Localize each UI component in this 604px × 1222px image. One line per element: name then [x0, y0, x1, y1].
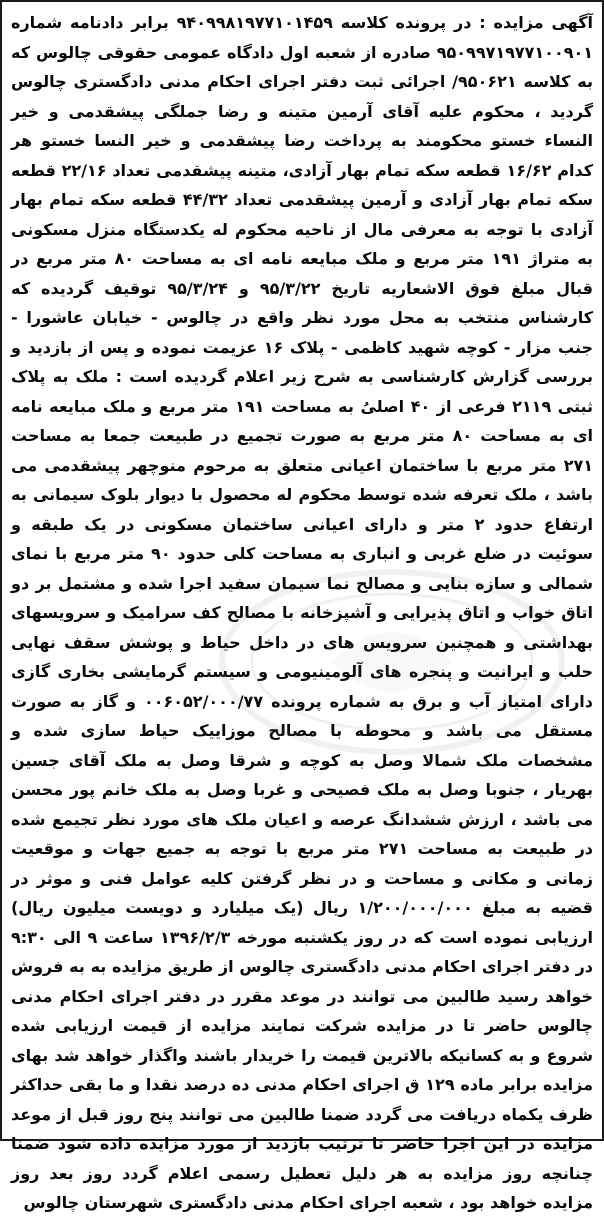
- notice-title: آگهی مزایده: [493, 13, 593, 32]
- auction-notice-text: [2, 2, 602, 1222]
- notice-body: : در پرونده کلاسه ۹۴۰۹۹۸۱۹۷۷۱۰۱۴۵۹ برابر دادنامه شماره ۹۵۰۹۹۷۱۹۷۷۱۰۰۹۰۱ صادره از شعبه اول دادگاه عمومی حقوقی چالوس که به کلاسه ۹۵۰۶۲۱/ اجرائی ثبت دفتر اجرای احکام مدنی دادگستری چالوس گردید ، محکوم علیه آقای آرمین متینه و رضا جملگی پیشقدمی و خیر النساء خستو محکومند به پرداخت رضا پیشقدمی و خیر النسا خستو هر کدام ۱۶/۶۲ قطعه سکه تمام بهار آزادی، متینه پیشقدمی تعداد ۲۲/۱۶ قطعه سکه تمام بهار آزادی و آرمین پیشقدمی تعداد ۴۴/۳۲ قطعه سکه تمام بهار آزادی با توجه به معرفی مال از ناحیه محکوم له یکدستگاه منزل مسکونی به متراژ ۱۹۱ متر مربع و ملک مبایعه نامه ای به مساحت ۸۰ متر مربع در قبال مبلغ فوق الاشعاریه تاریخ ۹۵/۳/۲۲ و ۹۵/۳/۲۴ توقیف گردیده که کارشناس منتخب به محل مورد نظر واقع در چالوس - خیابان عاشورا - جنب مزار - کوچه شهید کاظمی - پلاک ۱۶ عزیمت نموده و پس از بازدید و بررسی گزارش کارشناسی به شرح زیر اعلام گردیده است : ملک به پلاک ثبتی ۲۱۱۹ فرعی از ۴۰ اصلیُ به مساحت ۱۹۱ متر مربع و ملک مبایعه نامه ای به مساحت ۸۰ متر مربع به صورت تجمیع در طبیعت جمعا به مساحت ۲۷۱ متر مربع با ساختمان اعیانی متعلق به مرحوم منوچهر پیشقدمی می باشد ، ملک تعرفه شده توسط محکوم له محصول با دیوار بلوک سیمانی به ارتفاع حدود ۲ متر و دارای اعیانی ساختمان مسکونی در یک طبقه و سوئیت در ضلع غربی و انباری به مساحت کلی حدود ۹۰ متر مربع با نمای شمالی و سازه بنایی و مصالح نما سیمان سفید اجرا شده و مشتمل بر دو اتاق خواب و اتاق پذیرایی و آشپزخانه با مصالح کف سرامیک و سرویسهای بهداشتی و همچنین سرویس های در داخل حیاط و پوشش سقف نهایی حلب و ایرانیت و پنجره های آلومینیومی و سیستم گرمایشی بخاری گازی دارای امتیاز آب و برق به شماره پرونده ۰۰۶۰۵۲/۰۰۰/۷۷ و گاز به صورت مستقل می باشد و محوطه با مصالح موزاییک حیاط سازی شده و مشخصات ملک شمالا وصل به کوچه و شرقا وصل به ملک آقای جسین بهریار ، جنوبا وصل به ملک فصیحی و غربا وصل به ملک خانم پور محسن می باشد ، ارزش ششدانگ عرصه و اعیان ملک های مورد نظر تجیمع شده در طبیعت به مساحت ۲۷۱ متر مربع با توجه به جمیع جهات و موقعیت زمانی و مکانی و مساحت و در نظر گرفتن کلیه عوامل فنی و موثر در قضیه به مبلغ ۱/۲۰۰/۰۰۰/۰۰۰ ریال (یک میلیارد و دویست میلیون ریال) ارزیابی نموده است که در روز یکشنبه مورخه ۱۳۹۶/۲/۳ ساعت ۹ الی ۹:۳۰ در دفتر اجرای احکام مدنی دادگستری چالوس از طریق مزایده به به فروش خواهد رسید طالبین می توانند در موعد مقرر در دفتر اجرای احکام مدنی چالوس حاضر تا در مزایده شرکت نمایند مزایده از قیمت ارزیابی شده شروع و به کسانیکه بالاترین قیمت را خریدار باشند واگذار خواهد شد بهای مزایده برابر ماده ۱۲۹ ق اجرای احکام مدنی ده درصد نقدا و ما بقی حداکثر ظرف یکماه دریافت می گردد ضمنا طالبین می توانند پنج روز قبل از موعد مزایده در این اجرا حاضر تا ترتیب بازدید از مورد مزایده داده شود ضمنا چنانچه روز مزایده به هر دلیل تعطیل رسمی اعلام گردد روز بعد روز مزایده خواهد بود ، شعبه اجرای احکام مدنی دادگستری شهرستان چالوس: [11, 13, 594, 1212]
